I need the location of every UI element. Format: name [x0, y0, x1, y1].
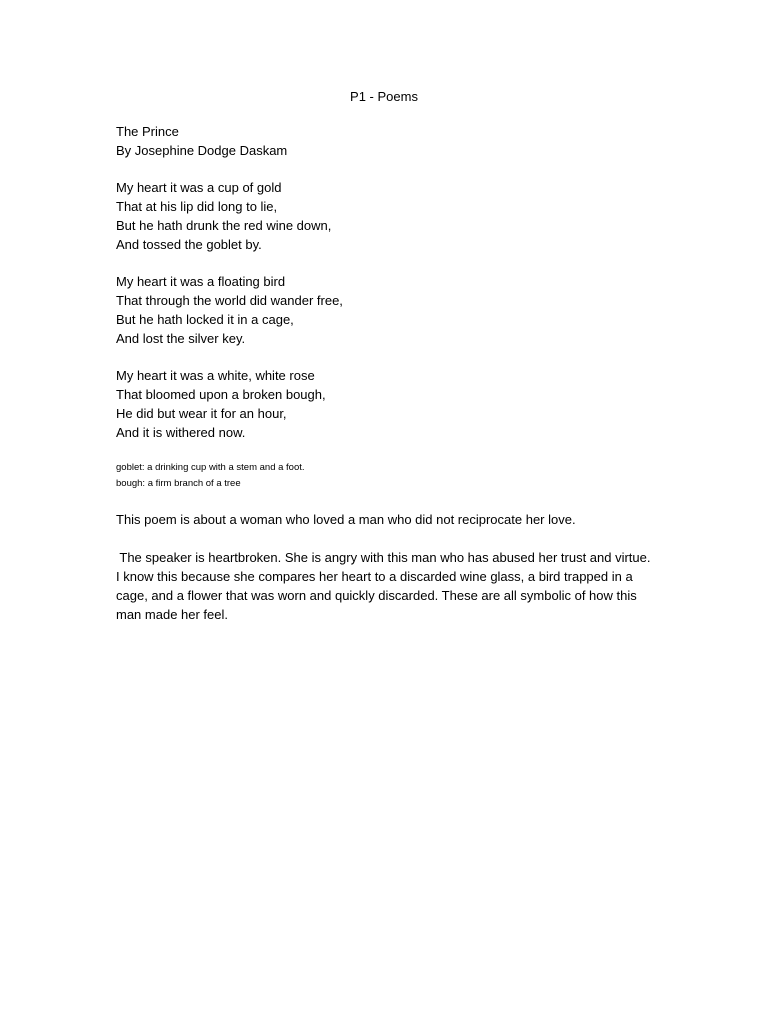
stanza [116, 273, 676, 349]
poem-line: He did but wear it for an hour, [116, 405, 287, 421]
poem-line: That at his lip did long to lie, [116, 198, 278, 214]
document-title: P1 - Poems [350, 89, 418, 104]
poem-line: That through the world did wander free, [116, 292, 343, 308]
poem-title: The Prince [116, 124, 179, 139]
poem-line: And lost the silver key. [116, 330, 246, 346]
poem-line: But he hath drunk the red wine down, [116, 217, 332, 233]
glossary-entry: goblet: a drinking cup with a stem and a foot. [116, 462, 305, 473]
analysis-line: The speaker is heartbroken. She is angry with this man who has abused her trust and virtue. [116, 550, 651, 565]
poem-line: That bloomed upon a broken bough, [116, 386, 326, 402]
poem-line: My heart it was a white, white rose [116, 368, 315, 383]
stanza [116, 179, 676, 255]
analysis-line: I know this because she compares her heart to a discarded wine glass, a bird trapped in a [116, 568, 633, 584]
poem-line: And it is withered now. [116, 424, 246, 440]
analysis-line: man made her feel. [116, 606, 229, 622]
glossary-entry: bough: a firm branch of a tree [116, 478, 241, 489]
poem-line: My heart it was a cup of gold [116, 180, 282, 195]
analysis-line: cage, and a flower that was worn and quickly discarded. These are all symbolic of how this [116, 587, 637, 603]
poem-line: My heart it was a floating bird [116, 274, 286, 289]
poem-header [116, 123, 676, 161]
analysis-paragraph [116, 549, 676, 625]
stanza [116, 367, 676, 443]
poem-author: By Josephine Dodge Daskam [116, 142, 288, 158]
glossary [116, 460, 676, 492]
summary-text: This poem is about a woman who loved a man who did not reciprocate her love. [116, 512, 576, 527]
poem-line: And tossed the goblet by. [116, 236, 262, 252]
summary-paragraph [116, 511, 676, 530]
poem-line: But he hath locked it in a cage, [116, 311, 294, 327]
